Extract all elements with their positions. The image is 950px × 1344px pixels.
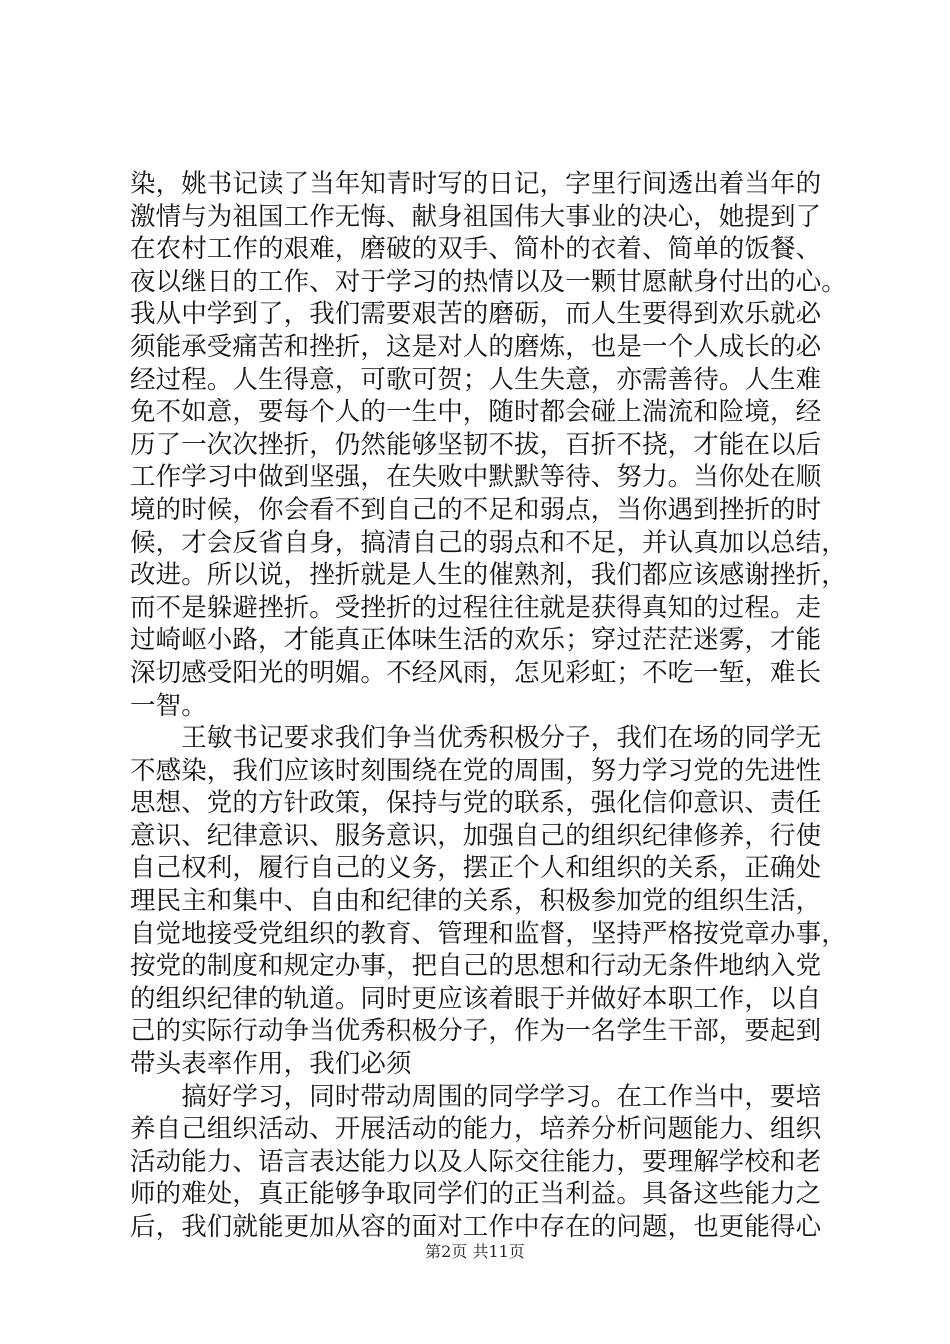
text-line: 而不是躲避挫折。受挫折的过程往往就是获得真知的过程。走 xyxy=(130,592,822,623)
text-line: 须能承受痛苦和挫折，这是对人的磨炼，也是一个人成长的必 xyxy=(130,331,822,362)
paragraph-start-line: 王敏书记要求我们争当优秀积极分子，我们在场的同学无 xyxy=(130,723,822,754)
text-line: 我从中学到了，我们需要艰苦的磨砺，而人生要得到欢乐就必 xyxy=(130,299,822,330)
text-line: 活动能力、语言表达能力以及人际交往能力，要理解学校和老 xyxy=(130,1146,822,1177)
text-line: 的组织纪律的轨道。同时更应该着眼于并做好本职工作，以自 xyxy=(130,983,822,1014)
document-body xyxy=(130,168,847,1244)
text-line: 历了一次次挫折，仍然能够坚韧不拔，百折不挠，才能在以后 xyxy=(130,429,822,460)
text-line: 深切感受阳光的明媚。不经风雨，怎见彩虹；不吃一堑，难长 xyxy=(130,657,822,688)
text-line: 激情与为祖国工作无悔、献身祖国伟大事业的决心，她提到了 xyxy=(130,201,822,232)
text-line: 工作学习中做到坚强，在失败中默默等待、努力。当你处在顺 xyxy=(130,462,822,493)
text-line: 过崎岖小路，才能真正体味生活的欢乐；穿过茫茫迷雾，才能 xyxy=(130,625,822,656)
text-line: 师的难处，真正能够争取同学们的正当利益。具备这些能力之 xyxy=(130,1179,822,1210)
text-line: 改进。所以说，挫折就是人生的催熟剂，我们都应该感谢挫折， xyxy=(130,560,847,591)
text-line: 夜以继日的工作、对于学习的热情以及一颗甘愿献身付出的心。 xyxy=(130,266,847,297)
text-line: 理民主和集中、自由和纪律的关系，积极参加党的组织生活， xyxy=(130,886,822,917)
text-line: 带头表率作用，我们必须 xyxy=(130,1049,412,1080)
text-line: 自觉地接受党组织的教育、管理和监督，坚持严格按党章办事， xyxy=(130,918,847,949)
text-line: 自己权利，履行自己的义务，摆正个人和组织的关系，正确处 xyxy=(130,853,822,884)
text-line: 境的时候，你会看不到自己的不足和弱点，当你遇到挫折的时 xyxy=(130,494,822,525)
paragraph-start-line: 搞好学习，同时带动周围的同学学习。在工作当中，要培 xyxy=(130,1081,822,1112)
text-line: 思想、党的方针政策，保持与党的联系，强化信仰意识、责任 xyxy=(130,788,822,819)
text-line: 候，才会反省自身，搞清自己的弱点和不足，并认真加以总结， xyxy=(130,527,847,558)
text-line: 己的实际行动争当优秀积极分子，作为一名学生干部，要起到 xyxy=(130,1016,822,1047)
text-line: 按党的制度和规定办事，把自己的思想和行动无条件地纳入党 xyxy=(130,951,822,982)
text-line: 免不如意，要每个人的一生中，随时都会碰上湍流和险境，经 xyxy=(130,397,822,428)
text-line: 后，我们就能更加从容的面对工作中存在的问题，也更能得心 xyxy=(130,1212,822,1242)
text-line: 意识、纪律意识、服务意识，加强自己的组织纪律修养，行使 xyxy=(130,820,822,851)
text-line: 染，姚书记读了当年知青时写的日记，字里行间透出着当年的 xyxy=(130,169,822,199)
page-number-footer: 第2页 共11页 xyxy=(425,1242,525,1261)
text-line: 在农村工作的艰难，磨破的双手、简朴的衣着、简单的饭餐、 xyxy=(130,234,822,265)
text-line: 不感染，我们应该时刻围绕在党的周围，努力学习党的先进性 xyxy=(130,755,822,786)
text-line: 经过程。人生得意，可歌可贺；人生失意，亦需善待。人生难 xyxy=(130,364,822,395)
text-line: 养自己组织活动、开展活动的能力，培养分析问题能力、组织 xyxy=(130,1114,822,1145)
text-line: 一智。 xyxy=(130,690,207,721)
